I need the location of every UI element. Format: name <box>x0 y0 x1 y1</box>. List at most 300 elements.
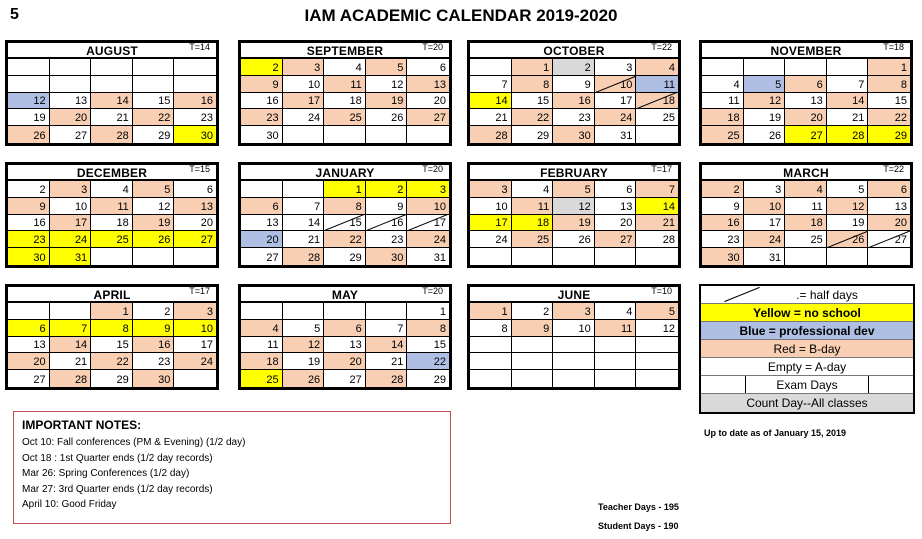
day-cell <box>702 231 744 248</box>
day-number: 29 <box>894 129 907 142</box>
day-cell <box>868 248 910 265</box>
month-name: AUGUST <box>86 44 138 58</box>
day-cell <box>744 109 786 126</box>
day-number: 12 <box>662 322 675 335</box>
day-cell <box>407 231 449 248</box>
day-number: 4 <box>272 322 279 335</box>
day-number: 17 <box>620 95 633 108</box>
day-number: 18 <box>116 217 129 230</box>
day-number: 24 <box>74 234 88 247</box>
day-number: 17 <box>433 217 446 230</box>
day-cell <box>283 337 325 354</box>
legend-no-school: Yellow = no school <box>701 304 913 322</box>
day-cell <box>470 215 512 232</box>
day-number: 29 <box>116 373 129 386</box>
day-cell <box>407 109 449 126</box>
day-cell <box>174 76 216 93</box>
day-number: 14 <box>116 95 129 108</box>
day-number: 9 <box>733 200 740 213</box>
month-day-total: T=20 <box>422 42 443 52</box>
day-number: 30 <box>727 251 740 264</box>
day-cell <box>50 126 92 143</box>
day-cell <box>241 231 283 248</box>
day-number: 3 <box>439 183 446 196</box>
day-number: 6 <box>626 183 633 196</box>
month-header <box>470 287 678 303</box>
day-number: 4 <box>122 183 129 196</box>
day-cell <box>636 109 678 126</box>
month-name: NOVEMBER <box>770 44 842 58</box>
day-cell <box>636 303 678 320</box>
day-number: 4 <box>816 183 823 196</box>
day-cell <box>241 109 283 126</box>
day-number: 14 <box>495 95 508 108</box>
day-cell <box>8 320 50 337</box>
note-item: Oct 18 : 1st Quarter ends (1/2 day records) <box>22 452 213 464</box>
day-cell <box>50 248 92 265</box>
day-number: 7 <box>81 322 88 335</box>
day-cell <box>702 248 744 265</box>
day-number: 2 <box>584 61 591 74</box>
day-number: 27 <box>33 373 46 386</box>
day-number: 25 <box>266 373 279 386</box>
day-cell <box>407 248 449 265</box>
day-cell <box>744 181 786 198</box>
day-number: 19 <box>158 217 171 230</box>
day-cell <box>174 248 216 265</box>
day-number: 1 <box>900 61 907 74</box>
day-cell <box>8 353 50 370</box>
day-number: 2 <box>733 183 740 196</box>
day-number: 7 <box>668 183 675 196</box>
day-number: 20 <box>620 217 633 230</box>
month-name: SEPTEMBER <box>306 44 384 58</box>
day-number: 27 <box>74 129 88 142</box>
day-number: 6 <box>206 183 213 196</box>
day-cell <box>595 198 637 215</box>
day-cell <box>868 93 910 110</box>
day-number: 23 <box>578 112 591 125</box>
day-cell <box>512 215 554 232</box>
legend <box>699 284 915 414</box>
day-cell <box>636 370 678 387</box>
day-number: 29 <box>349 251 362 264</box>
day-cell <box>50 303 92 320</box>
day-cell <box>174 215 216 232</box>
day-number: 2 <box>397 183 404 196</box>
day-cell <box>366 109 408 126</box>
day-cell <box>133 337 175 354</box>
day-cell <box>512 93 554 110</box>
day-cell <box>324 215 366 232</box>
day-number: 24 <box>620 112 633 125</box>
day-number: 12 <box>33 95 46 108</box>
day-number: 30 <box>391 251 404 264</box>
day-cell <box>324 337 366 354</box>
day-number: 7 <box>314 200 321 213</box>
day-cell <box>595 76 637 93</box>
day-cell <box>50 59 92 76</box>
month-november <box>699 40 913 146</box>
day-cell <box>868 231 910 248</box>
month-march <box>699 162 913 268</box>
day-number: 13 <box>74 95 88 108</box>
day-number: 8 <box>439 322 446 335</box>
day-cell <box>324 231 366 248</box>
day-number: 28 <box>74 373 88 386</box>
day-number: 24 <box>495 234 508 247</box>
day-number: 31 <box>768 251 782 264</box>
month-name: JUNE <box>557 288 591 302</box>
day-cell <box>324 248 366 265</box>
day-cell <box>133 76 175 93</box>
day-grid <box>470 59 678 143</box>
day-cell <box>241 303 283 320</box>
day-cell <box>636 248 678 265</box>
day-number: 8 <box>122 322 129 335</box>
day-cell <box>241 181 283 198</box>
day-grid <box>241 303 449 387</box>
day-number: 7 <box>501 78 508 91</box>
day-cell <box>702 76 744 93</box>
day-number: 10 <box>578 322 591 335</box>
day-number: 3 <box>81 183 88 196</box>
day-cell <box>595 93 637 110</box>
day-number: 8 <box>501 322 508 335</box>
day-number: 10 <box>620 78 633 91</box>
day-number: 10 <box>74 200 88 213</box>
day-number: 15 <box>894 95 907 108</box>
notes-title: IMPORTANT NOTES: <box>22 418 142 432</box>
day-cell <box>133 126 175 143</box>
day-number: 20 <box>33 356 46 369</box>
day-cell <box>366 93 408 110</box>
day-number: 21 <box>116 112 129 125</box>
day-number: 19 <box>852 217 865 230</box>
day-cell <box>470 126 512 143</box>
day-cell <box>512 181 554 198</box>
day-number: 1 <box>543 61 550 74</box>
day-cell <box>595 248 637 265</box>
day-number: 11 <box>728 95 740 108</box>
day-cell <box>133 248 175 265</box>
day-cell <box>868 181 910 198</box>
day-number: 24 <box>307 112 321 125</box>
day-cell <box>785 59 827 76</box>
day-cell <box>366 248 408 265</box>
day-number: 5 <box>775 78 782 91</box>
day-cell <box>512 59 554 76</box>
day-grid <box>241 59 449 143</box>
day-cell <box>283 181 325 198</box>
day-number: 27 <box>894 234 907 247</box>
day-number: 17 <box>307 95 321 108</box>
day-cell <box>133 215 175 232</box>
day-number: 29 <box>433 373 446 386</box>
day-cell <box>827 248 869 265</box>
day-number: 13 <box>266 217 279 230</box>
day-number: 11 <box>350 78 362 91</box>
legend-a-day: Empty = A-day <box>701 358 913 376</box>
day-grid <box>8 59 216 143</box>
day-cell <box>470 59 512 76</box>
month-day-total: T=17 <box>651 164 672 174</box>
day-cell <box>636 126 678 143</box>
day-cell <box>133 181 175 198</box>
day-cell <box>8 181 50 198</box>
day-cell <box>324 303 366 320</box>
day-cell <box>133 320 175 337</box>
day-number: 9 <box>39 200 46 213</box>
day-cell <box>827 76 869 93</box>
day-cell <box>50 76 92 93</box>
day-number: 31 <box>620 129 633 142</box>
day-number: 2 <box>164 305 171 318</box>
day-cell <box>636 353 678 370</box>
day-number: 23 <box>158 356 171 369</box>
day-cell <box>827 215 869 232</box>
day-number: 11 <box>620 322 633 335</box>
day-cell <box>744 126 786 143</box>
day-number: 26 <box>307 373 321 386</box>
day-number: 25 <box>810 234 823 247</box>
day-number: 13 <box>810 95 823 108</box>
day-number: 26 <box>158 234 171 247</box>
student-days: Student Days - 190 <box>598 521 679 531</box>
day-number: 27 <box>200 234 213 247</box>
day-cell <box>366 126 408 143</box>
month-header <box>241 165 449 181</box>
teacher-days: Teacher Days - 195 <box>598 502 679 512</box>
day-cell <box>8 303 50 320</box>
day-number: 15 <box>349 217 362 230</box>
month-header <box>8 43 216 59</box>
day-cell <box>702 93 744 110</box>
legend-exam-days: Exam Days <box>701 376 913 394</box>
day-number: 31 <box>74 251 88 264</box>
day-number: 13 <box>33 339 46 352</box>
day-number: 10 <box>200 322 213 335</box>
day-number: 4 <box>668 61 675 74</box>
day-cell <box>50 93 92 110</box>
legend-professional-dev: Blue = professional dev <box>701 322 913 340</box>
day-number: 12 <box>852 200 865 213</box>
day-cell <box>91 126 133 143</box>
day-number: 8 <box>900 78 907 91</box>
day-cell <box>595 353 637 370</box>
day-cell <box>702 181 744 198</box>
day-number: 21 <box>662 217 675 230</box>
day-cell <box>324 181 366 198</box>
day-cell <box>50 181 92 198</box>
day-number: 11 <box>267 339 279 352</box>
day-cell <box>744 59 786 76</box>
day-number: 21 <box>495 112 508 125</box>
day-cell <box>553 93 595 110</box>
day-cell <box>636 215 678 232</box>
day-cell <box>174 231 216 248</box>
day-cell <box>553 109 595 126</box>
day-number: 25 <box>662 112 675 125</box>
day-cell <box>407 181 449 198</box>
day-number: 26 <box>391 112 404 125</box>
note-item: Mar 27: 3rd Quarter ends (1/2 day records) <box>22 483 213 495</box>
day-cell <box>91 215 133 232</box>
month-day-total: T=17 <box>189 286 210 296</box>
day-number: 3 <box>314 61 321 74</box>
day-cell <box>553 248 595 265</box>
day-number: 30 <box>200 129 213 142</box>
day-cell <box>50 109 92 126</box>
month-name: JANUARY <box>315 166 375 180</box>
day-number: 20 <box>349 356 362 369</box>
month-header <box>8 287 216 303</box>
day-cell <box>785 181 827 198</box>
day-number: 3 <box>501 183 508 196</box>
day-number: 9 <box>543 322 550 335</box>
day-cell <box>553 126 595 143</box>
day-number: 12 <box>768 95 782 108</box>
day-cell <box>91 109 133 126</box>
day-number: 18 <box>727 112 740 125</box>
month-header <box>241 287 449 303</box>
month-october <box>467 40 681 146</box>
day-cell <box>744 93 786 110</box>
month-day-total: T=15 <box>189 164 210 174</box>
day-number: 8 <box>355 200 362 213</box>
day-cell <box>553 59 595 76</box>
day-cell <box>868 215 910 232</box>
day-cell <box>512 126 554 143</box>
day-cell <box>366 59 408 76</box>
day-cell <box>324 126 366 143</box>
day-number: 25 <box>727 129 740 142</box>
day-cell <box>744 231 786 248</box>
day-cell <box>595 126 637 143</box>
day-cell <box>174 370 216 387</box>
day-number: 30 <box>578 129 591 142</box>
day-number: 22 <box>116 356 129 369</box>
day-cell <box>470 353 512 370</box>
legend-half-days: .= half days <box>701 286 913 304</box>
month-february <box>467 162 681 268</box>
day-number: 14 <box>307 217 321 230</box>
day-number: 16 <box>266 95 279 108</box>
day-cell <box>407 93 449 110</box>
day-cell <box>366 76 408 93</box>
day-number: 9 <box>397 200 404 213</box>
day-number: 3 <box>206 305 213 318</box>
day-cell <box>470 320 512 337</box>
day-number: 26 <box>33 129 46 142</box>
day-number: 18 <box>266 356 279 369</box>
day-cell <box>744 215 786 232</box>
day-cell <box>283 126 325 143</box>
day-number: 27 <box>810 129 823 142</box>
month-may <box>238 284 452 390</box>
day-number: 30 <box>33 251 46 264</box>
day-cell <box>595 59 637 76</box>
day-cell <box>512 109 554 126</box>
day-cell <box>868 59 910 76</box>
day-number: 13 <box>620 200 633 213</box>
day-cell <box>133 370 175 387</box>
day-cell <box>283 93 325 110</box>
day-grid <box>241 181 449 265</box>
day-cell <box>827 126 869 143</box>
day-cell <box>174 59 216 76</box>
day-cell <box>283 198 325 215</box>
day-number: 19 <box>391 95 404 108</box>
day-cell <box>595 303 637 320</box>
day-number: 2 <box>272 61 279 74</box>
day-number: 6 <box>900 183 907 196</box>
month-january <box>238 162 452 268</box>
half-day-slash-icon <box>724 287 760 302</box>
day-number: 18 <box>536 217 550 230</box>
day-cell <box>702 126 744 143</box>
day-cell <box>512 303 554 320</box>
day-cell <box>553 231 595 248</box>
day-number: 30 <box>158 373 171 386</box>
day-number: 1 <box>501 305 508 318</box>
day-cell <box>744 248 786 265</box>
day-cell <box>241 370 283 387</box>
day-cell <box>324 370 366 387</box>
month-header <box>241 43 449 59</box>
month-name: MAY <box>331 288 359 302</box>
month-name: DECEMBER <box>76 166 148 180</box>
day-cell <box>785 215 827 232</box>
day-cell <box>8 126 50 143</box>
day-cell <box>407 353 449 370</box>
day-cell <box>174 126 216 143</box>
day-cell <box>512 198 554 215</box>
day-number: 22 <box>894 112 907 125</box>
day-cell <box>91 303 133 320</box>
day-cell <box>595 109 637 126</box>
day-cell <box>174 181 216 198</box>
day-number: 20 <box>200 217 213 230</box>
day-number: 11 <box>117 200 129 213</box>
month-header <box>470 165 678 181</box>
day-cell <box>133 231 175 248</box>
day-cell <box>133 93 175 110</box>
day-number: 23 <box>200 112 213 125</box>
day-cell <box>91 59 133 76</box>
day-cell <box>785 248 827 265</box>
day-number: 10 <box>433 200 446 213</box>
day-cell <box>553 76 595 93</box>
day-cell <box>324 76 366 93</box>
page-number: 5 <box>10 6 19 23</box>
day-number: 15 <box>433 339 446 352</box>
day-number: 22 <box>536 112 550 125</box>
day-cell <box>744 198 786 215</box>
month-day-total: T=10 <box>651 286 672 296</box>
day-cell <box>744 76 786 93</box>
day-cell <box>241 59 283 76</box>
day-cell <box>366 370 408 387</box>
day-cell <box>407 370 449 387</box>
day-number: 20 <box>266 234 279 247</box>
day-number: 28 <box>662 234 675 247</box>
day-number: 21 <box>391 356 404 369</box>
day-cell <box>133 303 175 320</box>
month-header <box>8 165 216 181</box>
day-cell <box>324 198 366 215</box>
day-number: 11 <box>663 78 675 91</box>
